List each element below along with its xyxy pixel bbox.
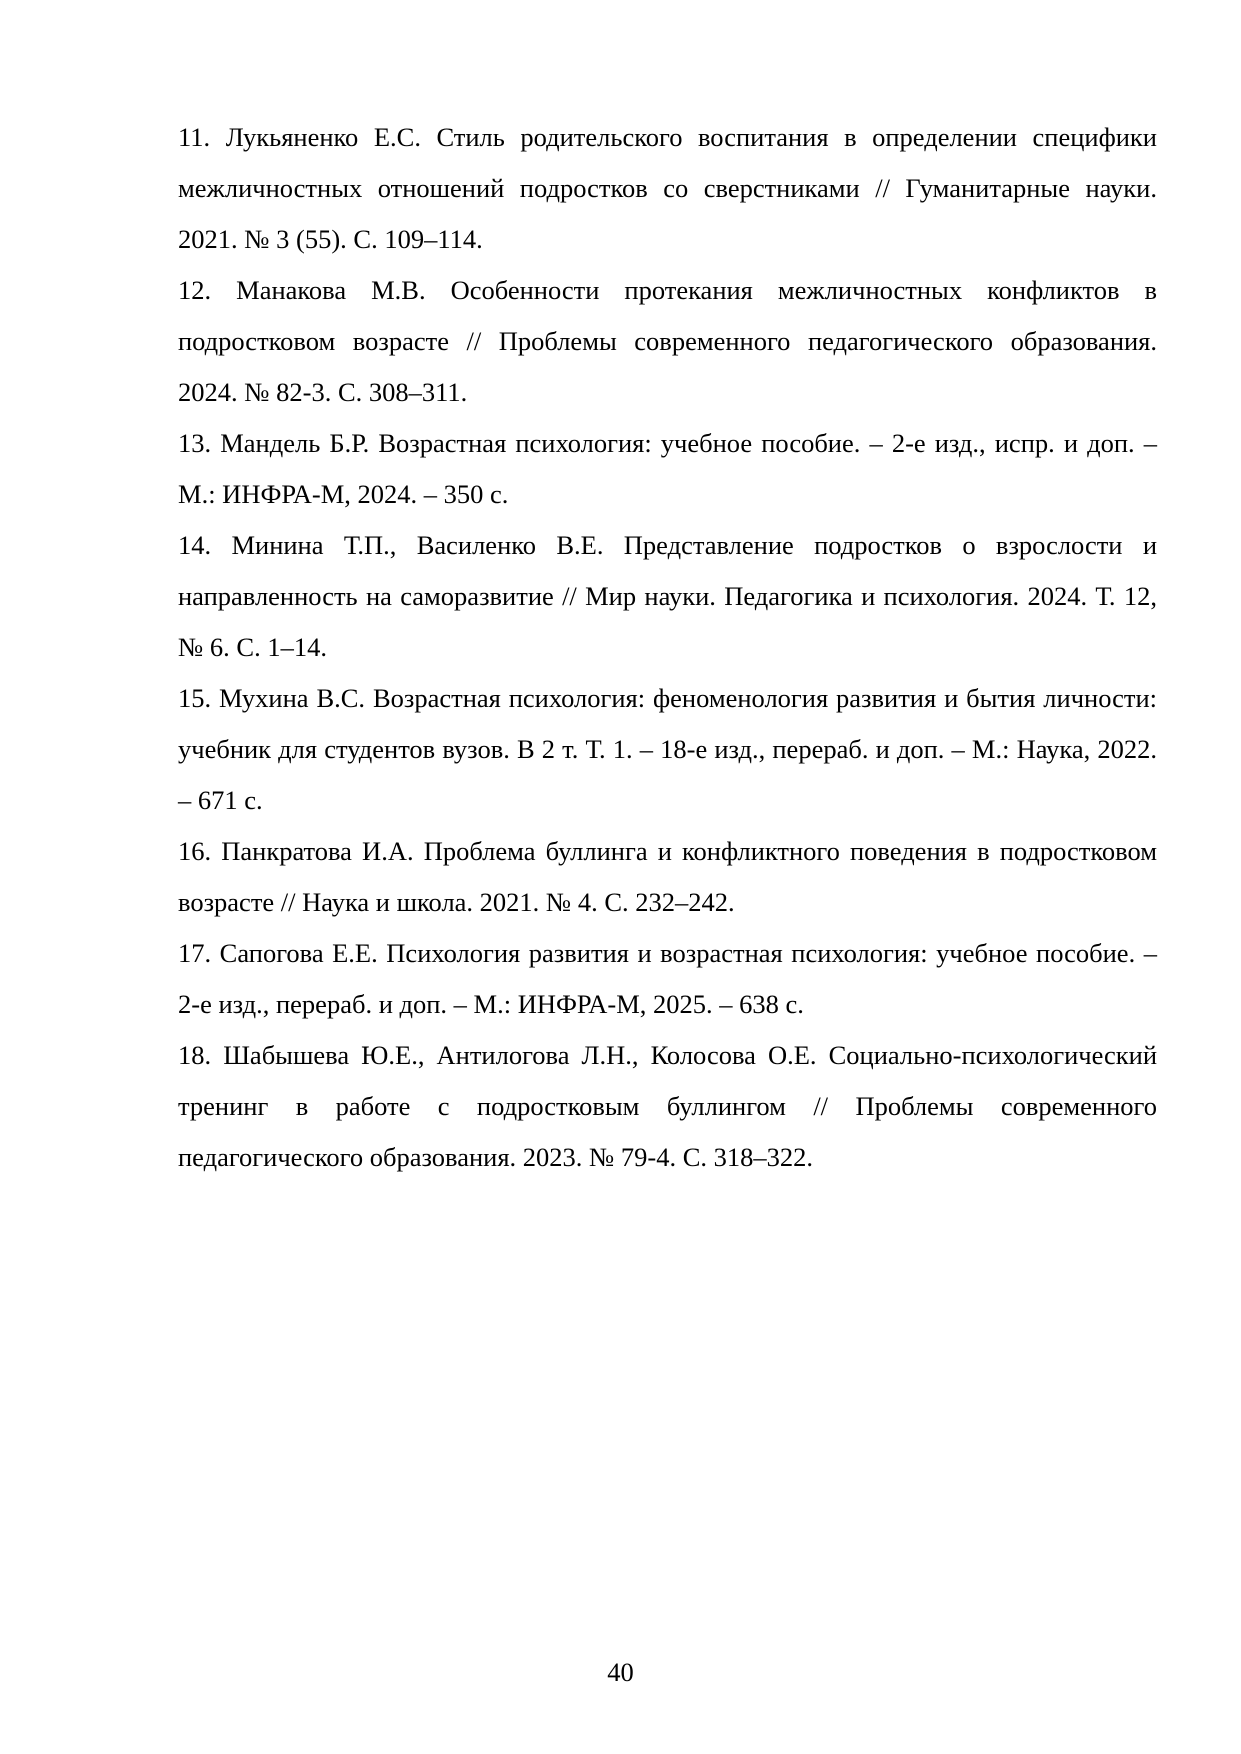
reference-number: 11.: [178, 122, 211, 152]
reference-number: 16.: [178, 836, 212, 866]
reference-item-12: [178, 265, 1157, 418]
page-number: 40: [607, 1657, 634, 1687]
reference-text: Манакова М.В. Особенности протекания межличностных конфликтов в подростковом возрасте // Проблемы современного педагогического образования. 2024. № 82-3. С. 308–311.: [178, 275, 1158, 407]
reference-item-14: [178, 520, 1157, 673]
reference-text: Сапогова Е.Е. Психология развития и возрастная психология: учебное пособие. – 2-е изд., перераб. и доп. – М.: ИНФРА-М, 2025. – 638 с.: [178, 938, 1157, 1019]
reference-number: 15.: [178, 683, 212, 713]
reference-number: 17.: [178, 938, 212, 968]
reference-item-16: [178, 826, 1157, 928]
reference-number: 12.: [178, 275, 212, 305]
reference-number: 14.: [178, 530, 212, 560]
reference-item-15: [178, 673, 1157, 826]
reference-item-17: [178, 928, 1157, 1030]
reference-item-18: [178, 1030, 1157, 1183]
reference-text: Мандель Б.Р. Возрастная психология: учебное пособие. – 2-е изд., испр. и доп. – М.: ИНФРА-М, 2024. – 350 с.: [178, 428, 1158, 509]
reference-text: Шабышева Ю.Е., Антилогова Л.Н., Колосова О.Е. Социально-психологический тренинг в работе с подростковым буллингом // Проблемы современного педагогического образования. 2023. № 79-4. С. 318–322.: [178, 1040, 1157, 1172]
reference-text: Мухина В.С. Возрастная психология: феноменология развития и бытия личности: учебник для студентов вузов. В 2 т. Т. 1. – 18-е изд., перераб. и доп. – М.: Наука, 2022. – 671 с.: [178, 683, 1157, 815]
reference-list: [178, 112, 1157, 1183]
reference-number: 13.: [178, 428, 212, 458]
reference-text: Минина Т.П., Василенко В.Е. Представление подростков о взрослости и направленность на саморазвитие // Мир науки. Педагогика и психология. 2024. Т. 12, № 6. С. 1–14.: [178, 530, 1157, 662]
reference-text: Панкратова И.А. Проблема буллинга и конфликтного поведения в подростковом возрасте // Наука и школа. 2021. № 4. С. 232–242.: [178, 836, 1158, 917]
reference-item-11: [178, 112, 1157, 265]
reference-item-13: [178, 418, 1157, 520]
reference-number: 18.: [178, 1040, 212, 1070]
reference-text: Лукьяненко Е.С. Стиль родительского воспитания в определении специфики межличностных отношений подростков со сверстниками // Гуманитарные науки. 2021. № 3 (55). С. 109–114.: [178, 122, 1157, 254]
